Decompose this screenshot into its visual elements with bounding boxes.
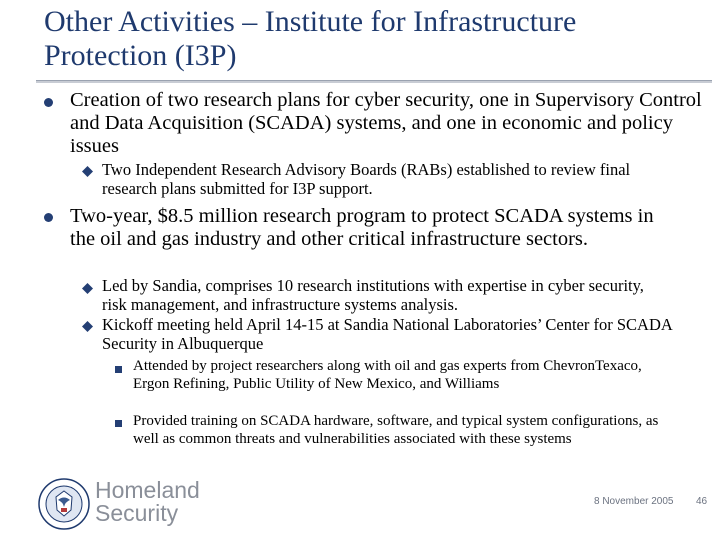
bullet-level2-text: Two Independent Research Advisory Boards (RABs) established to review final research plans submitted for I3P support. <box>102 160 631 198</box>
homeland-security-logo <box>95 479 200 525</box>
bullet-level1-text: Two-year, $8.5 million research program to protect SCADA systems in the oil and gas industry and other critical infrastructure sectors. <box>70 205 654 250</box>
bullet-square-icon <box>115 420 122 427</box>
bullet-level2-text: Kickoff meeting held April 14-15 at Sandia National Laboratories’ Center for SCADA Security in Albuquerque <box>102 315 672 353</box>
dhs-seal-icon <box>38 478 90 530</box>
footer-date: 8 November 2005 <box>594 496 674 507</box>
bullet-diamond-icon <box>82 283 93 294</box>
bullet-diamond-icon <box>82 166 93 177</box>
slide-title: Other Activities – Institute for Infrastructure Protection (I3P) <box>44 5 577 72</box>
bullet-dot-icon <box>44 98 53 107</box>
bullet-square-icon <box>115 366 122 373</box>
page-number: 46 <box>696 496 708 507</box>
bullet-diamond-icon <box>82 321 93 332</box>
bullet-level2-text: Led by Sandia, comprises 10 research institutions with expertise in cyber security, risk management, and infrastructure systems analysis. <box>102 276 644 314</box>
logo-line-homeland: Homeland <box>95 477 200 503</box>
bullet-level3-text: Attended by project researchers along with oil and gas experts from ChevronTexaco, Ergon Refining, Public Utility of New Mexico, and Williams <box>133 358 642 392</box>
bullet-level1-text: Creation of two research plans for cyber security, one in Supervisory Control and Data Acquisition (SCADA) systems, and one in economic and policy issues <box>70 89 702 157</box>
bullet-dot-icon <box>44 213 53 222</box>
logo-line-security: Security <box>95 500 179 526</box>
bullet-level3-text: Provided training on SCADA hardware, software, and typical system configurations, as well as common threats and vulnerabilities associated with these systems <box>133 413 659 447</box>
title-divider-accent <box>36 80 712 81</box>
